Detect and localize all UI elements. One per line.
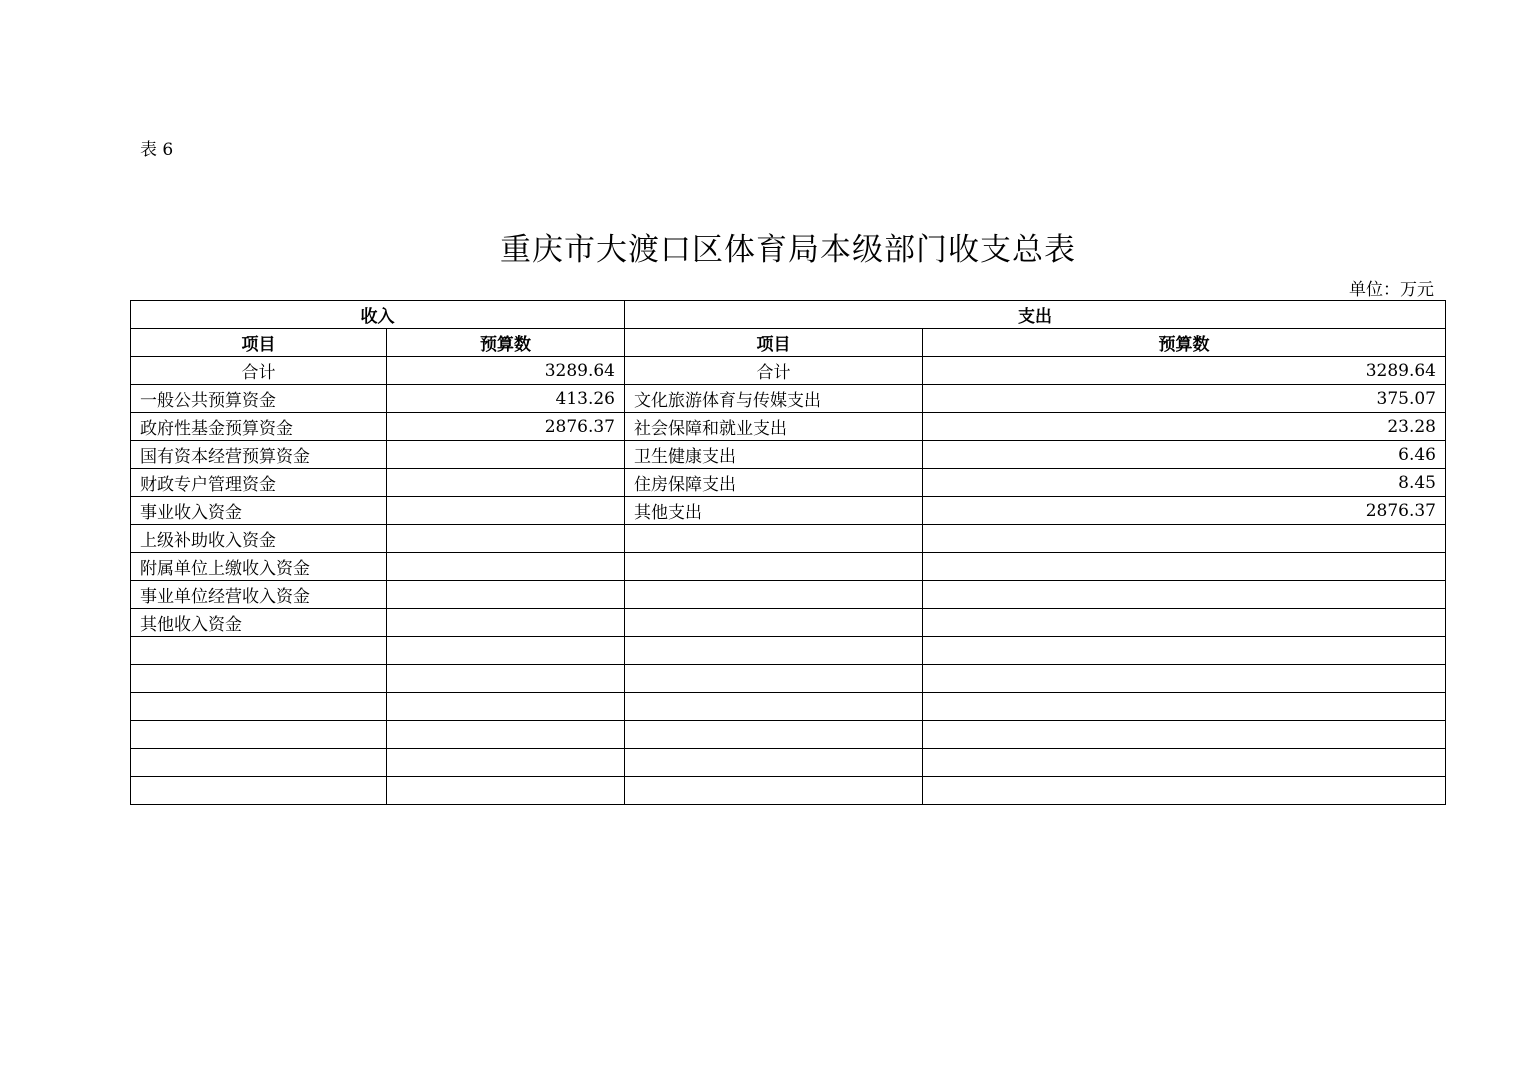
- income-item-cell: 一般公共预算资金: [131, 385, 387, 413]
- income-item-cell: [131, 777, 387, 805]
- expense-group-header: 支出: [625, 301, 1446, 329]
- income-value-cell: [387, 553, 625, 581]
- table-row: [131, 553, 1446, 581]
- expense-value-cell: [923, 553, 1446, 581]
- table-row: [131, 777, 1446, 805]
- table-row: [131, 749, 1446, 777]
- income-value-cell: [387, 609, 625, 637]
- total-row: [131, 357, 1446, 385]
- expense-total-label: 合计: [625, 357, 923, 385]
- table-label: 表 6: [140, 140, 174, 160]
- income-item-cell: [131, 665, 387, 693]
- expense-item-cell: 其他支出: [625, 497, 923, 525]
- expense-item-header: 项目: [625, 329, 923, 357]
- table-row: [131, 497, 1446, 525]
- income-item-cell: 上级补助收入资金: [131, 525, 387, 553]
- income-value-cell: [387, 749, 625, 777]
- table-row: [131, 413, 1446, 441]
- expense-value-cell: [923, 581, 1446, 609]
- header-row-groups: [131, 301, 1446, 329]
- unit-label: 单位：万元: [1349, 280, 1434, 300]
- income-item-cell: 事业单位经营收入资金: [131, 581, 387, 609]
- income-value-cell: [387, 497, 625, 525]
- expense-value-cell: 2876.37: [923, 497, 1446, 525]
- expense-value-cell: [923, 721, 1446, 749]
- income-value-cell: [387, 469, 625, 497]
- expense-item-cell: 社会保障和就业支出: [625, 413, 923, 441]
- income-value-cell: 413.26: [387, 385, 625, 413]
- expense-value-cell: 375.07: [923, 385, 1446, 413]
- budget-table: [130, 300, 1446, 805]
- expense-item-cell: [625, 749, 923, 777]
- income-item-cell: [131, 637, 387, 665]
- expense-item-cell: 文化旅游体育与传媒支出: [625, 385, 923, 413]
- income-item-cell: 附属单位上缴收入资金: [131, 553, 387, 581]
- table-row: [131, 581, 1446, 609]
- income-value-cell: [387, 721, 625, 749]
- expense-item-cell: 卫生健康支出: [625, 441, 923, 469]
- expense-value-cell: [923, 749, 1446, 777]
- income-item-cell: 财政专户管理资金: [131, 469, 387, 497]
- expense-value-cell: 8.45: [923, 469, 1446, 497]
- income-item-header: 项目: [131, 329, 387, 357]
- income-item-cell: 政府性基金预算资金: [131, 413, 387, 441]
- expense-item-cell: [625, 777, 923, 805]
- expense-item-cell: [625, 581, 923, 609]
- expense-item-cell: [625, 721, 923, 749]
- income-value-cell: [387, 637, 625, 665]
- income-value-cell: [387, 581, 625, 609]
- income-item-cell: 国有资本经营预算资金: [131, 441, 387, 469]
- expense-value-cell: [923, 693, 1446, 721]
- income-value-cell: [387, 525, 625, 553]
- income-group-header: 收入: [131, 301, 625, 329]
- expense-item-cell: [625, 693, 923, 721]
- income-total-value: 3289.64: [387, 357, 625, 385]
- income-value-cell: [387, 777, 625, 805]
- expense-value-cell: [923, 665, 1446, 693]
- expense-item-cell: [625, 525, 923, 553]
- income-item-cell: 其他收入资金: [131, 609, 387, 637]
- expense-item-cell: [625, 553, 923, 581]
- expense-value-cell: [923, 609, 1446, 637]
- expense-item-cell: [625, 637, 923, 665]
- page-title: 重庆市大渡口区体育局本级部门收支总表: [500, 232, 1076, 268]
- income-item-cell: [131, 721, 387, 749]
- table-row: [131, 721, 1446, 749]
- expense-total-value: 3289.64: [923, 357, 1446, 385]
- income-budget-header: 预算数: [387, 329, 625, 357]
- expense-item-cell: [625, 609, 923, 637]
- income-total-label: 合计: [131, 357, 387, 385]
- expense-value-cell: [923, 525, 1446, 553]
- table-row: [131, 665, 1446, 693]
- income-value-cell: 2876.37: [387, 413, 625, 441]
- income-value-cell: [387, 441, 625, 469]
- table-row: [131, 525, 1446, 553]
- income-item-cell: 事业收入资金: [131, 497, 387, 525]
- table-row: [131, 441, 1446, 469]
- table-row: [131, 469, 1446, 497]
- header-row-columns: [131, 329, 1446, 357]
- income-value-cell: [387, 693, 625, 721]
- expense-value-cell: [923, 777, 1446, 805]
- income-item-cell: [131, 693, 387, 721]
- table-row: [131, 637, 1446, 665]
- expense-value-cell: 23.28: [923, 413, 1446, 441]
- table-row: [131, 385, 1446, 413]
- income-item-cell: [131, 749, 387, 777]
- income-value-cell: [387, 665, 625, 693]
- expense-value-cell: [923, 637, 1446, 665]
- expense-item-cell: [625, 665, 923, 693]
- expense-budget-header: 预算数: [923, 329, 1446, 357]
- table-row: [131, 609, 1446, 637]
- table-row: [131, 693, 1446, 721]
- expense-item-cell: 住房保障支出: [625, 469, 923, 497]
- expense-value-cell: 6.46: [923, 441, 1446, 469]
